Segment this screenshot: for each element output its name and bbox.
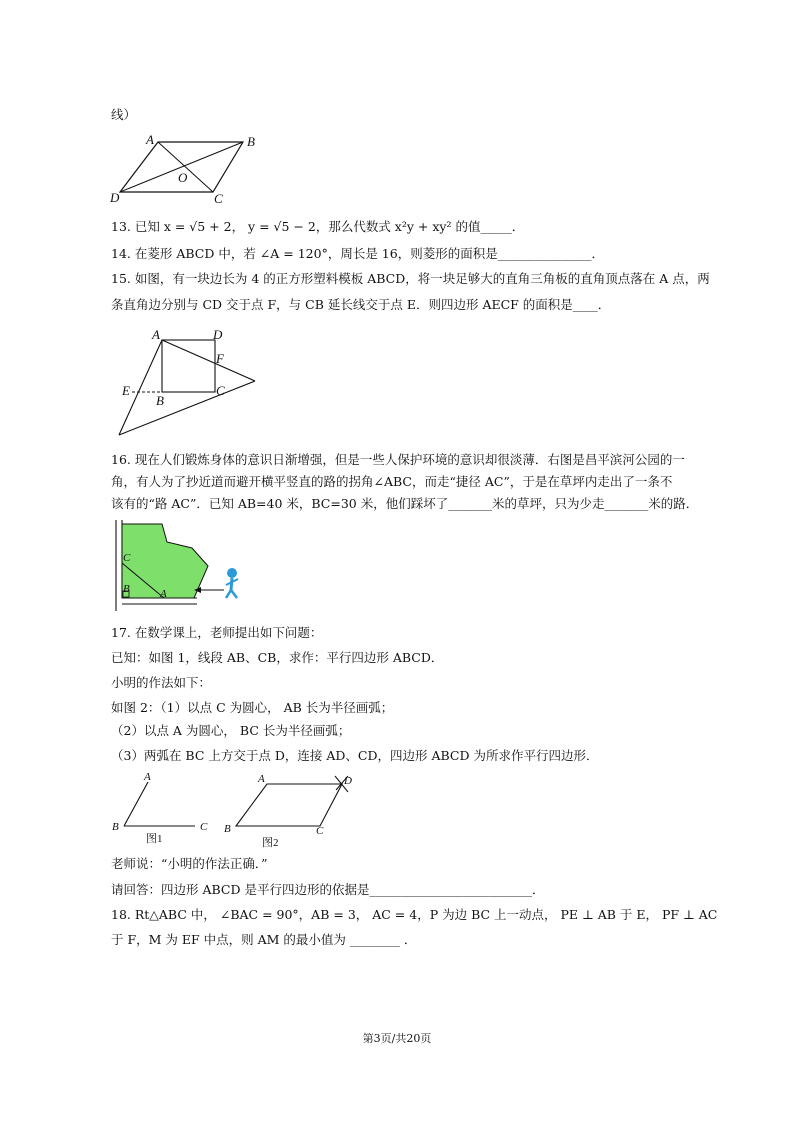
top-fragment: 线）	[111, 107, 137, 122]
label-a: A	[258, 773, 265, 785]
question-17-line-4: 如图 2：（1）以点 C 为圆心， AB 长为半径画弧；	[111, 700, 394, 715]
label-a: A	[144, 771, 151, 783]
label-b: B	[224, 823, 231, 835]
label-d: D	[110, 190, 120, 205]
question-17-line-7: 老师说：“小明的作法正确．”	[111, 856, 268, 871]
label-a: A	[146, 132, 154, 147]
parallelogram-abcd	[236, 784, 342, 826]
question-17-line-1: 17. 在数学课上，老师提出如下问题：	[111, 625, 323, 640]
question-17-line-5: （2）以点 A 为圆心， BC 长为半径画弧；	[111, 723, 351, 738]
label-a: A	[152, 327, 160, 342]
parallelogram-diagonals-figure	[108, 130, 268, 206]
label-d: D	[344, 775, 352, 787]
question-18-line-2: 于 F，M 为 EF 中点，则 AM 的最小值为 ________ ．	[111, 932, 417, 947]
label-b: B	[156, 393, 164, 408]
question-15-line-2: 条直角边分别与 CD 交于点 F，与 CB 延长线交于点 E．则四边形 AECF 的面积是____．	[111, 297, 611, 312]
question-17-line-2: 已知：如图 1，线段 AB、CB，求作：平行四边形 ABCD．	[111, 650, 444, 665]
lawn	[122, 524, 208, 598]
square-triangle-figure	[112, 325, 262, 437]
label-c: C	[123, 552, 131, 564]
figure-1-caption: 图1	[146, 833, 163, 845]
segment-ab	[124, 782, 148, 826]
figure-2-parallelogram	[222, 770, 362, 852]
label-c: C	[316, 825, 324, 837]
question-16-line-3: 该有的“路 AC”．已知 AB=40 米，BC=30 米，他们踩坏了_______米的草坪，只为少走_______米的路．	[111, 496, 699, 511]
figure-2-caption: 图2	[262, 837, 279, 849]
label-b: B	[112, 821, 119, 833]
person-icon	[226, 568, 238, 598]
label-b: B	[123, 583, 130, 595]
label-c: C	[200, 821, 208, 833]
page-footer: 第3页/共20页	[362, 1032, 432, 1045]
line-af	[162, 340, 255, 381]
question-14: 14. 在菱形 ABCD 中，若 ∠A = 120°，周长是 16，则菱形的面积是_______________．	[111, 246, 604, 261]
figure-1-segments	[110, 770, 215, 845]
label-d: D	[213, 327, 223, 342]
label-c: C	[216, 383, 225, 398]
question-17-line-3: 小明的作法如下：	[111, 675, 212, 690]
question-15-line-1: 15. 如图，有一块边长为 4 的正方形塑料模板 ABCD，将一块足够大的直角三角板的直角顶点落在 A 点，两	[111, 271, 710, 286]
question-17-line-8: 请回答：四边形 ABCD 是平行四边形的依据是__________________________．	[111, 882, 545, 897]
park-lawn-figure	[112, 518, 252, 613]
question-16-line-1: 16. 现在人们锻炼身体的意识日渐增强，但是一些人保护环境的意识却很淡薄．右图是昌平滨河公园的一	[111, 452, 685, 467]
question-13: 13. 已知 x = √5 + 2， y = √5 − 2，那么代数式 x²y + xy² 的值_____．	[111, 219, 525, 234]
label-c: C	[214, 191, 223, 206]
label-b: B	[247, 134, 255, 149]
label-e: E	[122, 383, 130, 398]
label-f: F	[216, 351, 224, 366]
question-16-line-2: 角，有人为了抄近道而避开横平竖直的路的拐角∠ABC，而走“捷径 AC”，于是在草坪内走出了一条不	[111, 474, 673, 489]
label-o: O	[178, 170, 188, 185]
question-17-line-6: （3）两弧在 BC 上方交于点 D，连接 AD、CD，四边形 ABCD 为所求作平行四边形．	[111, 748, 599, 763]
question-18-line-1: 18. Rt△ABC 中， ∠BAC = 90°，AB = 3， AC = 4，P 为边 BC 上一动点， PE ⊥ AB 于 E， PF ⊥ AC	[111, 907, 718, 922]
square-abcd	[162, 340, 215, 392]
label-a: A	[160, 588, 167, 600]
